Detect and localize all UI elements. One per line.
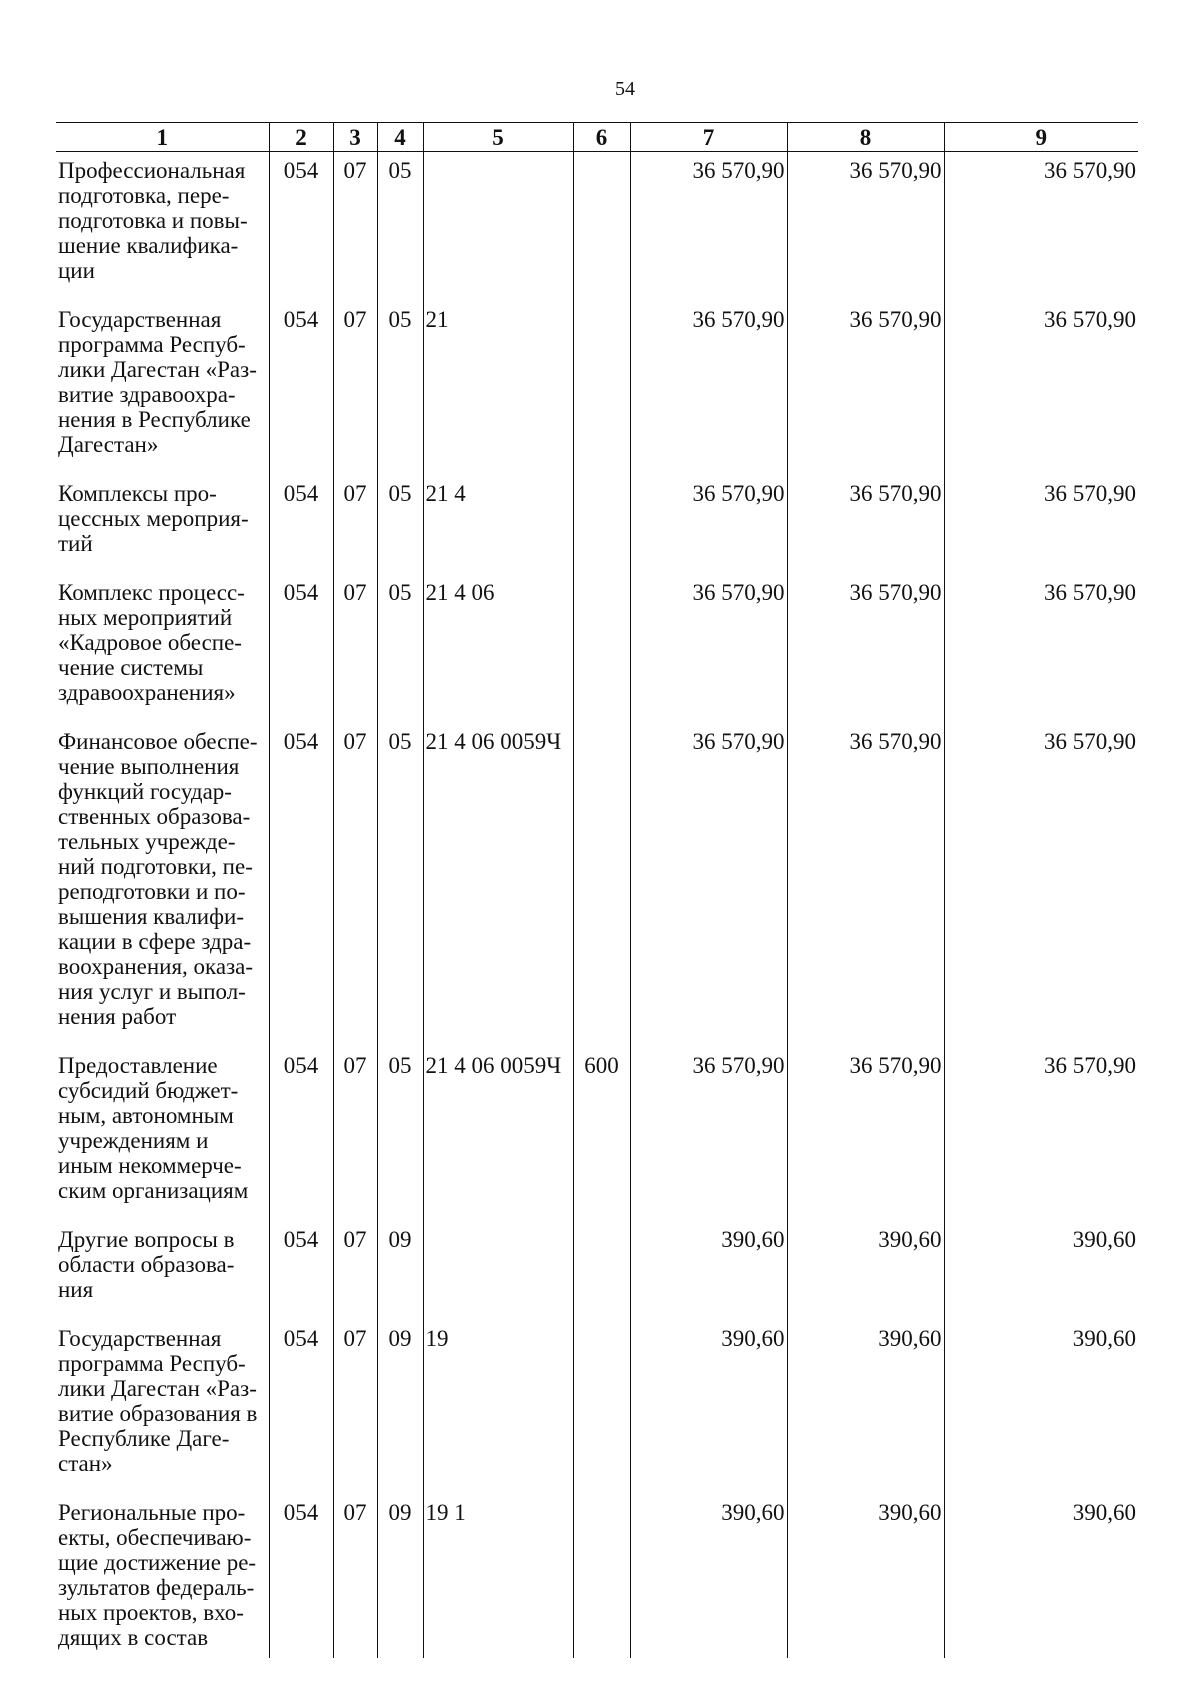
- table-row: [56, 1047, 1138, 1221]
- amount-col7-cell: 36 570,90: [630, 723, 787, 1047]
- subsection-code-cell: 09: [377, 1494, 423, 1658]
- admin-code-cell: 054: [269, 723, 333, 1047]
- amount-col9-cell: 36 570,90: [944, 152, 1138, 302]
- expense-type-cell: 600: [573, 1047, 630, 1221]
- column-header-7: 7: [630, 123, 787, 152]
- amount-col9-cell: 390,60: [944, 1221, 1138, 1320]
- expense-type-cell: [573, 1494, 630, 1658]
- row-description: Профессиональная подготовка, пере-подготовка и повы-шение квалифика-ции: [58, 158, 248, 283]
- row-description: Комплекс процесс-ных мероприятий «Кадровое обеспе-чение системы здравоохранения»: [58, 580, 245, 705]
- table-row: [56, 1494, 1138, 1658]
- amount-col9-cell: 36 570,90: [944, 723, 1138, 1047]
- subsection-code-cell: 05: [377, 152, 423, 302]
- amount-col7-cell: 36 570,90: [630, 1047, 787, 1221]
- section-code-cell: 07: [333, 1047, 377, 1221]
- amount-col8-cell: 390,60: [787, 1320, 944, 1494]
- amount-col8-cell: 390,60: [787, 1494, 944, 1658]
- subsection-code-cell: 09: [377, 1221, 423, 1320]
- table-row: [56, 574, 1138, 723]
- amount-col8-cell: 36 570,90: [787, 723, 944, 1047]
- expense-type-cell: [573, 301, 630, 475]
- subsection-code-cell: 05: [377, 574, 423, 723]
- admin-code-cell: 054: [269, 1320, 333, 1494]
- column-header-8: 8: [787, 123, 944, 152]
- amount-col9-cell: 36 570,90: [944, 301, 1138, 475]
- admin-code-cell: 054: [269, 1494, 333, 1658]
- table-row: [56, 1320, 1138, 1494]
- subsection-code-cell: 05: [377, 301, 423, 475]
- section-code-cell: 07: [333, 723, 377, 1047]
- amount-col8-cell: 36 570,90: [787, 152, 944, 302]
- admin-code-cell: 054: [269, 574, 333, 723]
- amount-col8-cell: 36 570,90: [787, 475, 944, 574]
- column-header-9: 9: [944, 123, 1138, 152]
- table-header-row: [56, 123, 1138, 152]
- amount-col7-cell: 390,60: [630, 1221, 787, 1320]
- section-code-cell: 07: [333, 301, 377, 475]
- amount-col9-cell: 390,60: [944, 1494, 1138, 1658]
- amount-col7-cell: 36 570,90: [630, 301, 787, 475]
- row-description: Другие вопросы в области образова-ния: [58, 1227, 235, 1302]
- target-article-cell: 21 4 06 0059Ч: [423, 1047, 573, 1221]
- amount-col9-cell: 36 570,90: [944, 475, 1138, 574]
- admin-code-cell: 054: [269, 1047, 333, 1221]
- amount-col8-cell: 36 570,90: [787, 574, 944, 723]
- section-code-cell: 07: [333, 1494, 377, 1658]
- column-header-1: 1: [56, 123, 269, 152]
- target-article-cell: 19: [423, 1320, 573, 1494]
- table-row: [56, 152, 1138, 302]
- section-code-cell: 07: [333, 1320, 377, 1494]
- admin-code-cell: 054: [269, 152, 333, 302]
- row-description: Комплексы про-цессных мероприя-тий: [58, 481, 249, 556]
- table-row: [56, 1221, 1138, 1320]
- section-code-cell: 07: [333, 152, 377, 302]
- amount-col9-cell: 36 570,90: [944, 1047, 1138, 1221]
- expense-type-cell: [573, 1221, 630, 1320]
- target-article-cell: 19 1: [423, 1494, 573, 1658]
- target-article-cell: [423, 1221, 573, 1320]
- subsection-code-cell: 05: [377, 475, 423, 574]
- row-description: Государственная программа Респуб-лики Дагестан «Раз-витие образования в Республике Даге-стан»: [58, 1326, 258, 1476]
- amount-col7-cell: 36 570,90: [630, 475, 787, 574]
- target-article-cell: 21 4 06: [423, 574, 573, 723]
- amount-col7-cell: 36 570,90: [630, 574, 787, 723]
- subsection-code-cell: 05: [377, 723, 423, 1047]
- amount-col7-cell: 390,60: [630, 1320, 787, 1494]
- table-body: [56, 152, 1138, 1659]
- expense-type-cell: [573, 1320, 630, 1494]
- expense-type-cell: [573, 723, 630, 1047]
- row-description: Региональные про-екты, обеспечиваю-щие достижение ре-зультатов федераль-ных проектов, вхо-дящих в состав: [58, 1500, 257, 1650]
- expense-type-cell: [573, 475, 630, 574]
- target-article-cell: 21 4: [423, 475, 573, 574]
- amount-col7-cell: 390,60: [630, 1494, 787, 1658]
- column-header-4: 4: [377, 123, 423, 152]
- row-description: Финансовое обеспе-чение выполнения функций государ-ственных образова-тельных учрежде-ний подготовки, пе-реподготовки и по-вышения квалифи-кации в сфере здра-воохранения, оказа-ния услуг и выпол-нения работ: [58, 729, 258, 1029]
- amount-col7-cell: 36 570,90: [630, 152, 787, 302]
- admin-code-cell: 054: [269, 301, 333, 475]
- amount-col8-cell: 36 570,90: [787, 1047, 944, 1221]
- expense-type-cell: [573, 152, 630, 302]
- admin-code-cell: 054: [269, 475, 333, 574]
- table-row: [56, 475, 1138, 574]
- amount-col8-cell: 36 570,90: [787, 301, 944, 475]
- row-description: Предоставление субсидий бюджет-ным, автономным учреждениям и иным некоммерче-ским организациям: [58, 1053, 249, 1203]
- budget-table: [56, 122, 1138, 1658]
- column-header-2: 2: [269, 123, 333, 152]
- amount-col8-cell: 390,60: [787, 1221, 944, 1320]
- row-description: Государственная программа Респуб-лики Дагестан «Раз-витие здравоохра-нения в Республике Дагестан»: [58, 307, 257, 457]
- section-code-cell: 07: [333, 1221, 377, 1320]
- amount-col9-cell: 36 570,90: [944, 574, 1138, 723]
- target-article-cell: 21 4 06 0059Ч: [423, 723, 573, 1047]
- column-header-3: 3: [333, 123, 377, 152]
- table-row: [56, 301, 1138, 475]
- target-article-cell: 21: [423, 301, 573, 475]
- target-article-cell: [423, 152, 573, 302]
- expense-type-cell: [573, 574, 630, 723]
- page-number: 54: [615, 78, 635, 100]
- admin-code-cell: 054: [269, 1221, 333, 1320]
- column-header-5: 5: [423, 123, 573, 152]
- amount-col9-cell: 390,60: [944, 1320, 1138, 1494]
- table-row: [56, 723, 1138, 1047]
- section-code-cell: 07: [333, 475, 377, 574]
- subsection-code-cell: 05: [377, 1047, 423, 1221]
- column-header-6: 6: [573, 123, 630, 152]
- section-code-cell: 07: [333, 574, 377, 723]
- budget-table-container: [56, 122, 1138, 1658]
- subsection-code-cell: 09: [377, 1320, 423, 1494]
